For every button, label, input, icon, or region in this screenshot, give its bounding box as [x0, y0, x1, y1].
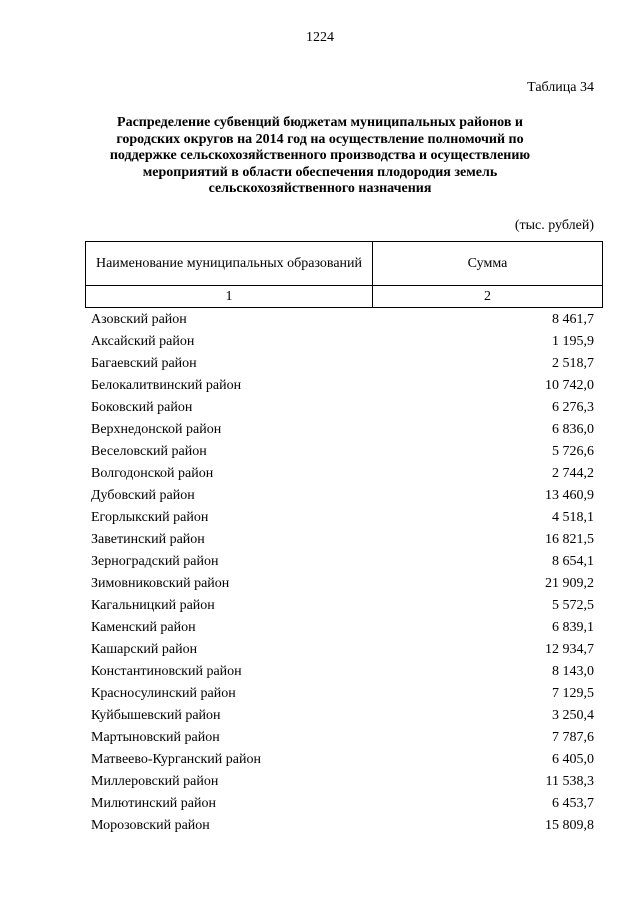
- municipality-name: Волгодонской район: [91, 466, 214, 481]
- municipality-name: Миллеровский район: [91, 774, 219, 789]
- municipality-name: Матвеево-Курганский район: [91, 752, 261, 767]
- municipality-name: Красносулинский район: [91, 686, 236, 701]
- table-row: [91, 397, 594, 419]
- amount-value: 11 538,3: [545, 774, 594, 789]
- municipality-name: Кагальницкий район: [91, 598, 215, 613]
- table-row: [91, 661, 594, 683]
- table-row: [91, 463, 594, 485]
- table-row: [91, 573, 594, 595]
- amount-value: 8 143,0: [552, 664, 594, 679]
- amount-value: 2 518,7: [552, 356, 594, 371]
- municipality-name: Дубовский район: [91, 488, 195, 503]
- amount-value: 16 821,5: [545, 532, 594, 547]
- municipality-name: Азовский район: [91, 312, 187, 327]
- municipality-name: Каменский район: [91, 620, 196, 635]
- municipality-name: Милютинский район: [91, 796, 217, 811]
- table-row: [91, 529, 594, 551]
- municipality-name: Веселовский район: [91, 444, 207, 459]
- table-row: [91, 617, 594, 639]
- municipality-name: Боковский район: [91, 400, 193, 415]
- municipality-name: Морозовский район: [91, 818, 210, 833]
- table-row: [91, 419, 594, 441]
- column-number-1: 1: [86, 286, 373, 308]
- table-row: [91, 749, 594, 771]
- amount-value: 8 654,1: [552, 554, 594, 569]
- municipality-name: Константиновский район: [91, 664, 242, 679]
- table-body: [91, 309, 594, 837]
- amount-value: 6 453,7: [552, 796, 594, 811]
- table-row: [91, 683, 594, 705]
- amount-value: 10 742,0: [545, 378, 594, 393]
- table-header: [85, 241, 603, 308]
- table-row: [91, 727, 594, 749]
- municipality-name: Зерноградский район: [91, 554, 219, 569]
- municipality-name: Багаевский район: [91, 356, 197, 371]
- page-number: 1224: [306, 30, 334, 45]
- amount-value: 7 129,5: [552, 686, 594, 701]
- amount-value: 7 787,6: [552, 730, 594, 745]
- table-row: [91, 815, 594, 837]
- column-header-row: [86, 242, 603, 286]
- column-number-row: [86, 286, 603, 308]
- table-row: [91, 551, 594, 573]
- column-number-2: 2: [373, 286, 603, 308]
- amount-value: 5 572,5: [552, 598, 594, 613]
- table-row: [91, 485, 594, 507]
- table-row: [91, 441, 594, 463]
- municipality-name: Мартыновский район: [91, 730, 220, 745]
- table-row: [91, 331, 594, 353]
- table-label: Таблица 34: [527, 80, 594, 95]
- table-row: [91, 793, 594, 815]
- municipality-name: Верхнедонской район: [91, 422, 222, 437]
- amount-value: 13 460,9: [545, 488, 594, 503]
- amount-value: 15 809,8: [545, 818, 594, 833]
- table-row: [91, 595, 594, 617]
- amount-value: 2 744,2: [552, 466, 594, 481]
- municipality-name: Зимовниковский район: [91, 576, 230, 591]
- municipality-name: Егорлыкский район: [91, 510, 209, 525]
- amount-value: 6 839,1: [552, 620, 594, 635]
- column-header-amount: Сумма: [373, 242, 603, 286]
- document-title: Распределение субвенций бюджетам муниципальных районов и городских округов на 2014 год на осуществление полномочий по поддержке сельскохозяйственного производства и осуществлению мероприятий в области обеспечения плодородия земель сельскохозяйственного назначения: [109, 115, 531, 196]
- amount-value: 4 518,1: [552, 510, 594, 525]
- table-row: [91, 507, 594, 529]
- units-label: (тыс. рублей): [514, 218, 594, 233]
- table-row: [91, 309, 594, 331]
- table-row: [91, 705, 594, 727]
- municipality-name: Белокалитвинский район: [91, 378, 242, 393]
- table-row: [91, 639, 594, 661]
- amount-value: 1 195,9: [552, 334, 594, 349]
- amount-value: 6 276,3: [552, 400, 594, 415]
- amount-value: 6 405,0: [552, 752, 594, 767]
- amount-value: 12 934,7: [545, 642, 594, 657]
- municipality-name: Заветинский район: [91, 532, 205, 547]
- table-row: [91, 375, 594, 397]
- amount-value: 8 461,7: [552, 312, 594, 327]
- municipality-name: Кашарский район: [91, 642, 198, 657]
- table-row: [91, 353, 594, 375]
- amount-value: 21 909,2: [545, 576, 594, 591]
- amount-value: 5 726,6: [552, 444, 594, 459]
- table-row: [91, 771, 594, 793]
- amount-value: 6 836,0: [552, 422, 594, 437]
- municipality-name: Куйбышевский район: [91, 708, 221, 723]
- municipality-name: Аксайский район: [91, 334, 195, 349]
- amount-value: 3 250,4: [552, 708, 594, 723]
- column-header-name: Наименование муниципальных образований: [86, 242, 373, 286]
